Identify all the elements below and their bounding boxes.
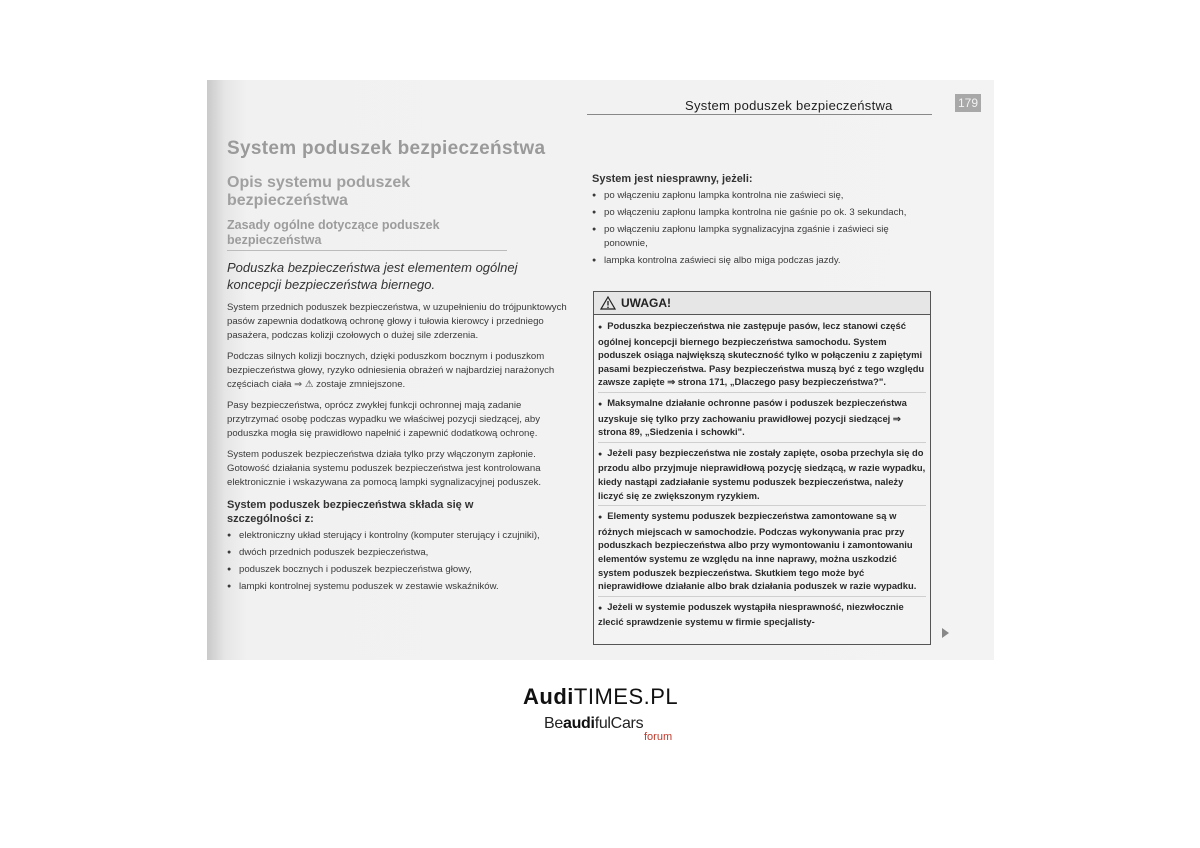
list-item: ● poduszek bocznych i poduszek bezpieczeństwa głowy, <box>227 563 567 577</box>
warning-title: UWAGA! <box>621 296 671 310</box>
malfunction-list <box>592 189 932 268</box>
paragraph: System poduszek bezpieczeństwa działa tylko przy włączonym zapłonie. Gotowość działania systemu poduszek bezpieczeństwa jest kontrolowana elektronicznie i wskazywana za pomocą lampki sygnalizacyjnej poduszek. <box>227 449 542 488</box>
warning-item: ● Maksymalne działanie ochronne pasów i poduszek bezpieczeństwa uzyskuje się tylko przy zachowaniu prawidłowej pozycji siedzącej ⇒ strona 89, „Siedzenia i schowki". <box>598 396 926 443</box>
warning-header <box>594 292 930 315</box>
forum-label: forum <box>644 731 673 743</box>
continue-arrow-icon <box>942 628 949 638</box>
warning-item: ● Jeżeli pasy bezpieczeństwa nie zostały zapięte, osoba przechyla się do przodu albo przyjmuje nieprawidłową pozycję siedzącą, w razie wypadku, kiedy nastąpi zadziałanie systemu poduszek bezpieczeństwa, należy liczyć się ze zwiększonym ryzykiem. <box>598 446 926 506</box>
warning-triangle-icon <box>600 296 616 310</box>
chapter-title: System poduszek bezpieczeństwa <box>227 138 546 159</box>
warning-body <box>594 315 930 632</box>
header-rule <box>587 114 932 115</box>
components-heading: System poduszek bezpieczeństwa składa się w szczególności z: <box>227 499 474 525</box>
paragraph: Podczas silnych kolizji bocznych, dzięki poduszkom bocznym i poduszkom bezpieczeństwa głowy, ryzyko odniesienia obrażeń w najbardziej narażonych częściach ciała ⇒ ⚠ zostaje zmniejszone. <box>227 351 555 390</box>
subsection-title: Zasady ogólne dotyczące poduszek bezpieczeństwa <box>227 218 507 251</box>
paragraph: System przednich poduszek bezpieczeństwa, w uzupełnieniu do trójpunktowych pasów zapewnia dodatkową ochronę głowy i tułowia kierowcy i przedniego pasażera, podczas kolizji czołowych o dużej sile zderzenia. <box>227 302 567 341</box>
paragraph: Pasy bezpieczeństwa, oprócz zwykłej funkcji ochronnej mają zadanie przytrzymać osobę podczas wypadku we właściwej pozycji siedzącej, aby poduszka mogła się prawidłowo napełnić i zapewnić dodatkową ochronę. <box>227 400 540 439</box>
beaudifulcars-logo: BeaudifulCars <box>544 715 644 732</box>
right-column <box>592 172 932 271</box>
list-item: ● dwóch przednich poduszek bezpieczeństwa, <box>227 546 567 560</box>
list-item: ● po włączeniu zapłonu lampka sygnalizacyjna zgaśnie i zaświeci się ponownie, <box>592 223 932 251</box>
audi-times-logo: AudiTIMES.PL <box>523 684 679 709</box>
warning-box <box>593 291 931 645</box>
list-item: ● lampka kontrolna zaświeci się albo miga podczas jazdy. <box>592 254 932 268</box>
list-item: ● po włączeniu zapłonu lampka kontrolna nie gaśnie po ok. 3 sekundach, <box>592 206 932 220</box>
malfunction-heading: System jest niesprawny, jeżeli: <box>592 173 753 185</box>
warning-item: ● Elementy systemu poduszek bezpieczeństwa zamontowane są w różnych miejscach w samochodzie. Podczas wykonywania prac przy poduszkach bezpieczeństwa albo przy wymontowaniu i zamontowaniu elementów systemu ze względu na inne naprawy, można uszkodzić system poduszek bezpieczeństwa. Skutkiem tego może być nieprawidłowe działanie albo brak działania poduszek w razie wypadku. <box>598 509 926 597</box>
section-title: Opis systemu poduszek bezpieczeństwa <box>227 174 411 209</box>
list-item: ● po włączeniu zapłonu lampka kontrolna nie zaświeci się, <box>592 189 932 203</box>
list-item: ● lampki kontrolnej systemu poduszek w zestawie wskaźników. <box>227 580 567 594</box>
lead-text: Poduszka bezpieczeństwa jest elementem ogólnej koncepcji bezpieczeństwa biernego. <box>227 260 518 292</box>
left-column <box>227 138 567 597</box>
list-item: ● elektroniczny układ sterujący i kontrolny (komputer sterujący i czujniki), <box>227 529 567 543</box>
components-list <box>227 529 567 594</box>
manual-page <box>207 80 994 660</box>
warning-item: ● Poduszka bezpieczeństwa nie zastępuje pasów, lecz stanowi część ogólnej koncepcji biernego bezpieczeństwa samochodu. System poduszek osiąga największą skuteczność tylko w połączeniu z zapiętymi pasami bezpieczeństwa. Pasy bezpieczeństwa muszą być z tego względu zawsze zapięte ⇒ strona 171, „Dlaczego pasy bezpieczeństwa?". <box>598 319 926 393</box>
page-number: 179 <box>955 94 981 112</box>
running-header: System poduszek bezpieczeństwa <box>685 98 893 113</box>
warning-item: ● Jeżeli w systemie poduszek wystąpiła niesprawność, niezwłocznie zlecić sprawdzenie systemu w firmie specjalisty- <box>598 600 904 628</box>
